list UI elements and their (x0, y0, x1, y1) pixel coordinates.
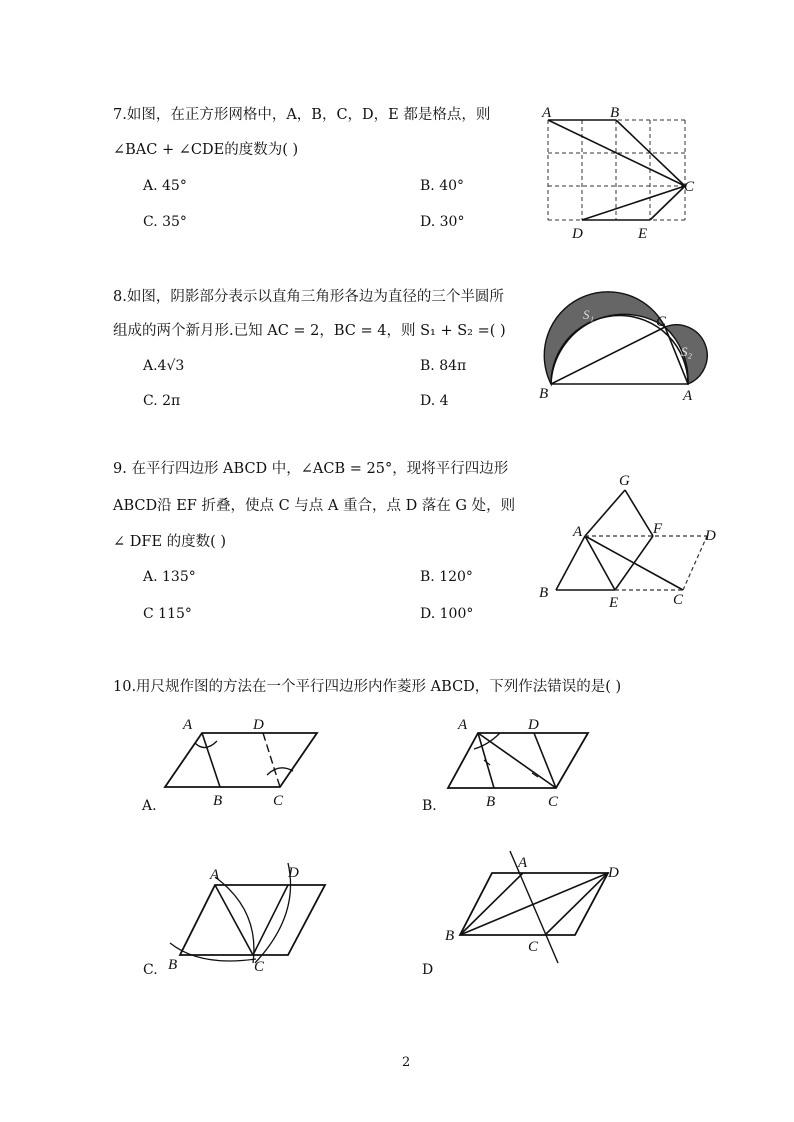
q9-label-d: D (705, 528, 716, 544)
page-number: 2 (402, 1055, 411, 1070)
q8-option-d: D. 4 (420, 393, 449, 409)
q10c-label-d: D (288, 865, 299, 881)
q10c-label-b: B (168, 957, 178, 973)
q7-label-d: D (572, 226, 583, 242)
q10-choice-b: B. (422, 798, 437, 814)
q7-grid-figure (540, 100, 700, 242)
q8-option-b: B. 84π (420, 358, 467, 374)
q10-choice-a: A. (142, 798, 157, 814)
q9-label-c: C (673, 592, 684, 608)
q8-label-s1: S₁ (583, 307, 595, 322)
q10d-label-a: A (518, 855, 528, 871)
q10c-label-c: C (254, 959, 265, 975)
q9-label-b: B (539, 585, 549, 601)
q8-label-b: B (539, 386, 549, 402)
q10d-label-b: B (445, 928, 455, 944)
q9-option-a: A. 135° (143, 569, 196, 585)
q8-option-c: C. 2π (143, 393, 181, 409)
q9-stem-line2: ABCD沿 EF 折叠，使点 C 与点 A 重合，点 D 落在 G 处，则 (113, 498, 516, 514)
q8-lune-s1 (544, 292, 665, 384)
q7-stem-line1: 7.如图，在正方形网格中，A，B，C，D，E 都是格点，则 (113, 107, 491, 123)
q10-figure-c (160, 855, 340, 975)
q7-option-d: D. 30° (420, 214, 465, 230)
q9-label-a: A (573, 524, 583, 540)
q7-option-a: A. 45° (143, 178, 187, 194)
q7-label-b: B (610, 105, 620, 121)
q10-stem: 10.用尺规作图的方法在一个平行四边形内作菱形 ABCD，下列作法错误的是( ) (113, 679, 622, 695)
q8-label-a: A (683, 388, 693, 404)
q10-figure-b (428, 705, 618, 815)
q10b-label-a: A (458, 717, 468, 733)
q8-label-c: C (656, 314, 667, 330)
q10a-label-d: D (253, 717, 264, 733)
q8-label-s2: S₂ (681, 344, 693, 359)
q9-label-e: E (609, 595, 619, 611)
q10a-label-b: B (213, 793, 223, 809)
q10b-label-d: D (528, 717, 539, 733)
q7-label-c: C (684, 179, 695, 195)
q10-choice-d: D (422, 962, 434, 978)
q9-option-d: D. 100° (420, 606, 474, 622)
q9-fold-figure (535, 470, 725, 610)
q9-option-c: C 115° (143, 606, 192, 622)
q10b-label-c: C (548, 794, 559, 810)
q7-option-b: B. 40° (420, 178, 465, 194)
q7-label-e: E (638, 226, 648, 242)
q7-stem-line2: ∠BAC + ∠CDE的度数为( ) (113, 142, 299, 158)
q10d-label-c: C (528, 939, 539, 955)
q9-option-b: B. 120° (420, 569, 473, 585)
q8-lune-figure (533, 294, 725, 404)
q10d-label-d: D (608, 865, 619, 881)
q10-figure-a (145, 705, 335, 815)
q7-label-a: A (542, 105, 552, 121)
q7-option-c: C. 35° (143, 214, 187, 230)
q10-figure-d (440, 843, 630, 973)
q8-stem-line1: 8.如图，阴影部分表示以直角三角形各边为直径的三个半圆所 (113, 289, 504, 305)
q10a-label-c: C (273, 793, 284, 809)
q10a-label-a: A (183, 717, 193, 733)
q9-label-g: G (619, 473, 630, 489)
q8-option-a: A.4√3 (143, 358, 185, 374)
q9-label-f: F (653, 521, 663, 537)
q8-stem-line2: 组成的两个新月形.已知 AC = 2，BC = 4，则 S₁ + S₂ =( ) (113, 323, 506, 339)
q10b-label-b: B (486, 794, 496, 810)
q9-stem-line3: ∠ DFE 的度数( ) (113, 534, 227, 550)
q10-choice-c: C. (143, 962, 158, 978)
q10c-label-a: A (210, 867, 220, 883)
q9-stem-line1: 9. 在平行四边形 ABCD 中，∠ACB = 25°，现将平行四边形 (113, 461, 509, 477)
